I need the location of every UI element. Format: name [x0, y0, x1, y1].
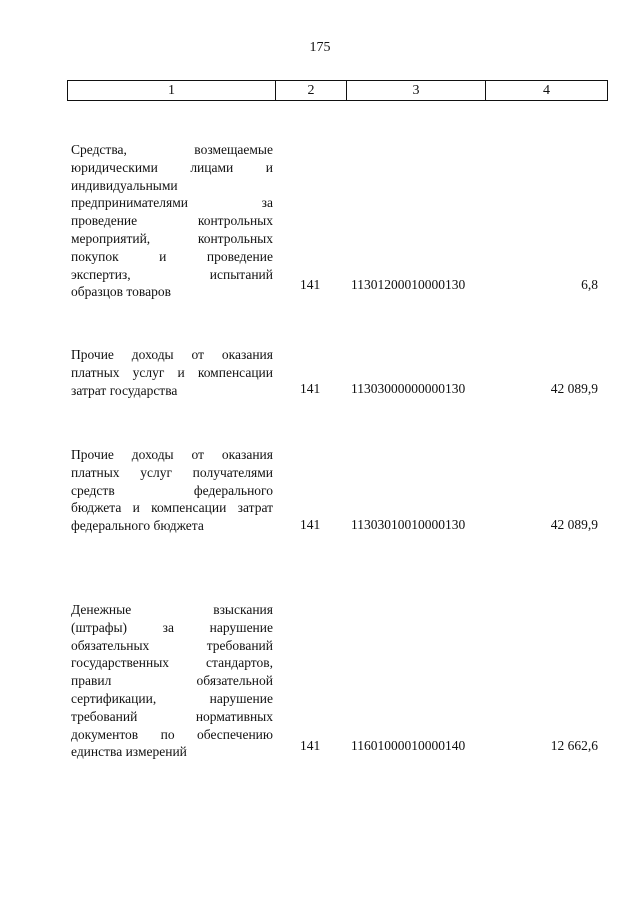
header-col-4: 4: [543, 82, 550, 98]
description-line: юридическими лицами и: [71, 159, 273, 175]
row-code: 141: [300, 381, 321, 396]
row-description: [71, 346, 273, 399]
row-amount: 42 089,9: [550, 517, 598, 532]
row-kbk: 11303000000000130: [351, 381, 466, 396]
description-line: Средства, возмещаемые: [71, 142, 273, 157]
description-line: федерального бюджета: [71, 518, 204, 534]
description-line: платных услуг получателями: [71, 464, 273, 480]
description-line: предпринимателями за: [71, 195, 273, 211]
description-line: единства измерений: [71, 744, 187, 760]
description-line: обязательных требований: [71, 637, 273, 653]
description-line: мероприятий, контрольных: [71, 230, 273, 246]
row-kbk: 11303010010000130: [351, 517, 466, 532]
description-line: платных услуг и компенсации: [71, 364, 273, 380]
page-number: 175: [309, 40, 331, 55]
description-line: экспертиз, испытаний: [71, 266, 273, 282]
description-line: Прочие доходы от оказания: [71, 447, 273, 462]
description-line: образцов товаров: [71, 284, 171, 300]
description-line: государственных стандартов,: [71, 655, 273, 671]
description-line: Денежные взыскания: [71, 602, 273, 617]
description-line: средств федерального: [71, 482, 273, 498]
header-col-2: 2: [276, 81, 347, 100]
row-code: 141: [300, 738, 321, 753]
description-line: затрат государства: [71, 382, 178, 398]
description-line: бюджета и компенсации затрат: [71, 500, 273, 516]
description-line: сертификации, нарушение: [71, 690, 273, 706]
row-kbk: 11601000010000140: [351, 738, 466, 753]
description-line: документов по обеспечению: [71, 726, 273, 742]
description-line: покупок и проведение: [71, 248, 273, 264]
row-amount: 42 089,9: [550, 381, 598, 396]
row-amount: 12 662,6: [550, 738, 598, 753]
row-description: [71, 141, 273, 301]
header-col-1: 1: [68, 81, 276, 100]
table-header: [67, 80, 608, 101]
header-col-3: 3: [347, 81, 486, 100]
description-line: (штрафы) за нарушение: [71, 619, 273, 635]
row-amount: 6,8: [581, 277, 598, 292]
description-line: правил обязательной: [71, 673, 273, 689]
row-code: 141: [300, 517, 321, 532]
description-line: индивидуальными: [71, 177, 178, 193]
description-line: требований нормативных: [71, 708, 273, 724]
row-code: 141: [300, 277, 321, 292]
description-line: Прочие доходы от оказания: [71, 347, 273, 362]
row-description: [71, 446, 273, 535]
row-description: [71, 601, 273, 761]
description-line: проведение контрольных: [71, 213, 273, 229]
row-kbk: 11301200010000130: [351, 277, 466, 292]
